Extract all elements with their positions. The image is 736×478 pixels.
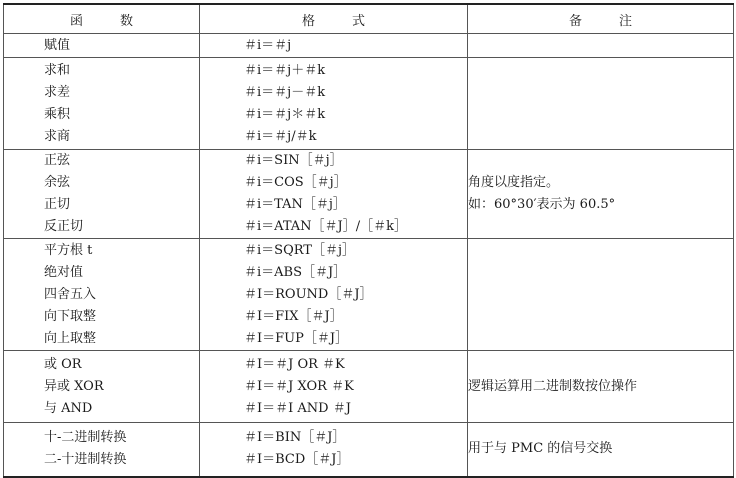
function-name: 平方根 t <box>44 242 93 258</box>
function-name-cell <box>4 423 200 477</box>
function-name-cell <box>4 58 200 150</box>
function-name: 正弦 <box>44 153 71 168</box>
format-expression: ＃i＝TAN［＃j］ <box>244 197 346 212</box>
function-name: 赋值 <box>44 37 71 53</box>
format-expression: ＃i＝ATAN［＃J］/［＃k］ <box>244 219 408 234</box>
header-format: 格 式 <box>200 4 468 34</box>
table-row-conversion <box>4 423 734 477</box>
table-row-arithmetic <box>4 58 734 150</box>
format-cell <box>200 351 468 423</box>
format-cell <box>200 34 468 58</box>
function-name: 正切 <box>44 197 71 212</box>
format-expression: ＃I＝＃I AND ＃J <box>244 400 351 416</box>
macro-function-table <box>3 3 734 478</box>
remark-cell <box>468 34 734 58</box>
format-expression: ＃I＝BCD［＃J］ <box>244 452 350 468</box>
remark-cell <box>468 150 734 239</box>
format-expression: ＃i＝SIN［＃j］ <box>244 153 343 168</box>
format-expression: ＃i＝SQRT［＃j］ <box>244 242 355 258</box>
header-remark: 备 注 <box>468 4 734 34</box>
format-expression: ＃i＝＃j＊＃k <box>244 106 326 122</box>
function-name-cell <box>4 239 200 351</box>
function-name: 与 AND <box>44 400 93 416</box>
format-expression: ＃I＝FIX［＃J］ <box>244 308 343 324</box>
format-expression: ＃i＝＃j/＃k <box>244 128 317 144</box>
function-name: 或 OR <box>44 356 82 372</box>
format-expression: ＃I＝ROUND［＃J］ <box>244 286 373 302</box>
table-row-math <box>4 239 734 351</box>
format-expression: ＃i＝ABS［＃J］ <box>244 264 347 280</box>
format-expression: ＃I＝＃J XOR ＃K <box>244 378 354 394</box>
format-expression: ＃i＝＃j－＃k <box>244 84 326 100</box>
format-cell <box>200 58 468 150</box>
remark-cell <box>468 239 734 351</box>
format-cell <box>200 150 468 239</box>
format-expression: ＃I＝FUP［＃J］ <box>244 330 349 346</box>
remark-cell <box>468 423 734 477</box>
function-name: 向下取整 <box>44 308 97 324</box>
function-name: 余弦 <box>44 175 71 190</box>
remark-text: 角度以度指定。 <box>468 175 560 190</box>
function-name-cell <box>4 351 200 423</box>
function-name: 求差 <box>44 84 71 100</box>
format-expression: ＃i＝＃j＋＃k <box>244 62 326 78</box>
function-name: 求和 <box>44 62 71 78</box>
function-name: 反正切 <box>44 219 84 234</box>
remark-cell <box>468 58 734 150</box>
function-name: 求商 <box>44 128 71 144</box>
remark-cell <box>468 351 734 423</box>
function-name: 十-二进制转换 <box>44 430 127 446</box>
format-expression: ＃i＝＃j <box>244 37 292 53</box>
format-expression: ＃I＝＃J OR ＃K <box>244 356 345 372</box>
function-name: 向上取整 <box>44 330 97 346</box>
function-name: 绝对值 <box>44 264 84 280</box>
header-function: 函 数 <box>4 4 200 34</box>
remark-text: 逻辑运算用二进制数按位操作 <box>468 378 638 394</box>
header-row <box>4 4 734 34</box>
format-expression: ＃i＝COS［＃j］ <box>244 175 347 190</box>
table-row-assignment <box>4 34 734 58</box>
format-cell <box>200 239 468 351</box>
format-cell <box>200 423 468 477</box>
function-name-cell <box>4 34 200 58</box>
table-row-logic <box>4 351 734 423</box>
table-row-trigonometric <box>4 150 734 239</box>
function-name: 二-十进制转换 <box>44 452 127 468</box>
function-name: 乘积 <box>44 106 71 122</box>
function-name-cell <box>4 150 200 239</box>
remark-text: 如：60°30′表示为 60.5° <box>468 197 616 212</box>
remark-text: 用于与 PMC 的信号交换 <box>468 441 613 457</box>
format-expression: ＃I＝BIN［＃J］ <box>244 430 346 446</box>
function-name: 四舍五入 <box>44 286 97 302</box>
function-name: 异或 XOR <box>44 378 104 394</box>
